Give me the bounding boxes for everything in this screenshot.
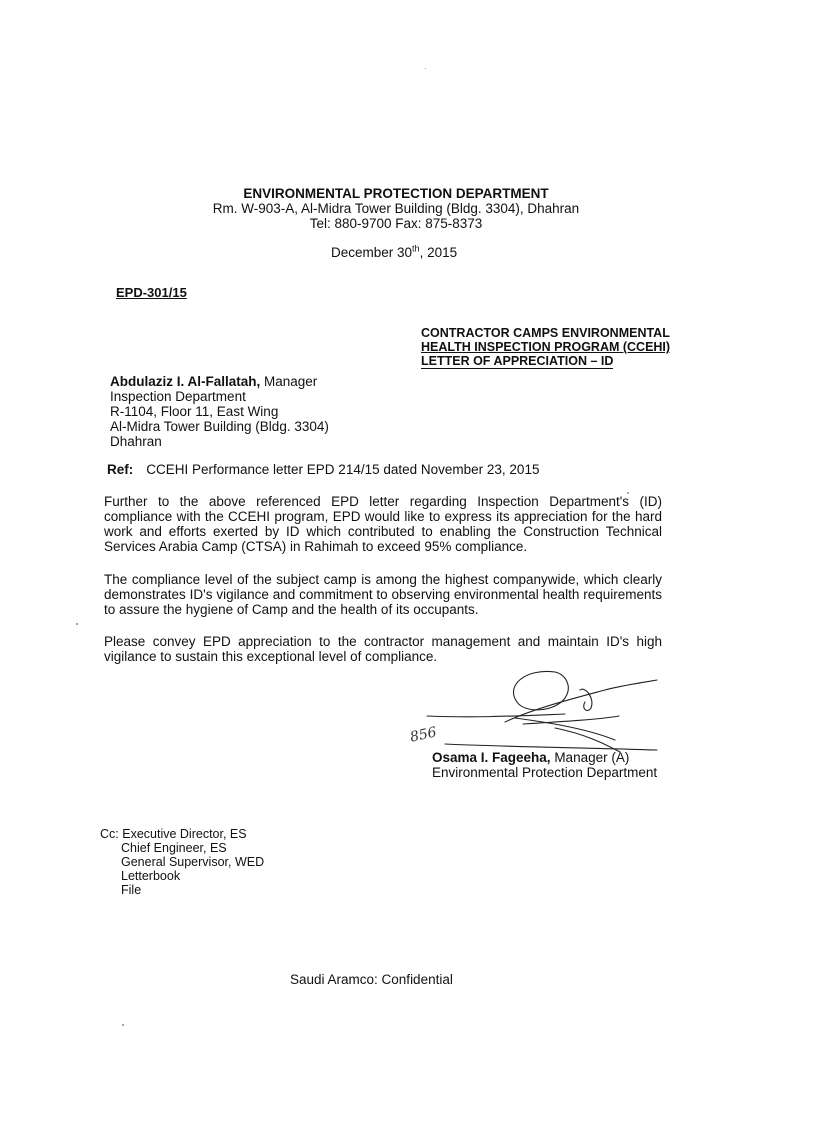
recipient-block — [110, 374, 329, 449]
department-address: Rm. W-903-A, Al-Midra Tower Building (Bldg. 3304), Dhahran — [212, 201, 580, 216]
department-phone-fax: Tel: 880-9700 Fax: 875-8373 — [309, 216, 483, 231]
ref-label: Ref: — [107, 462, 134, 477]
scan-speck — [627, 492, 629, 494]
signatory-name: Osama I. Fageeha, — [432, 750, 551, 765]
letter-date: December 30th, 2015 — [331, 243, 458, 260]
ref-text: CCEHI Performance letter EPD 214/15 dated November 23, 2015 — [146, 462, 540, 477]
recipient-city: Dhahran — [110, 434, 162, 449]
signatory-title: Manager (A) — [550, 750, 630, 765]
cc-item: Letterbook — [121, 869, 181, 883]
cc-item: Executive Director, ES — [122, 827, 247, 841]
scan-speck — [122, 1024, 124, 1026]
subject-line-1: CONTRACTOR CAMPS ENVIRONMENTAL — [421, 326, 670, 340]
confidential-footer: Saudi Aramco: Confidential — [290, 972, 453, 987]
cc-first-line — [100, 827, 264, 841]
ref-line — [107, 462, 539, 477]
reference-number: EPD-301/15 — [116, 285, 187, 300]
signature-initials: 856 — [408, 724, 439, 746]
signatory-block — [432, 750, 657, 780]
cc-label: Cc: — [100, 827, 119, 841]
cc-item: File — [121, 883, 142, 897]
recipient-title: Manager — [260, 374, 318, 389]
subject-line-2: HEALTH INSPECTION PROGRAM (CCEHI) — [421, 340, 671, 354]
body-paragraph-3: Please convey EPD appreciation to the contractor management and maintain ID's high vigilance to sustain this exceptional level of compliance. — [104, 634, 662, 664]
recipient-name-line — [110, 374, 329, 389]
body-paragraph-1: Further to the above referenced EPD letter regarding Inspection Department's (ID) compliance with the CCEHI program, EPD would like to express its appreciation for the hard work and efforts exerted by ID which contributed to enabling the Construction Technical Services Arabia Camp (CTSA) in Rahimah to exceed 95% compliance. — [104, 494, 662, 554]
scan-speck — [76, 623, 78, 625]
department-name: ENVIRONMENTAL PROTECTION DEPARTMENT — [243, 186, 549, 201]
cc-item: General Supervisor, WED — [121, 855, 265, 869]
recipient-department: Inspection Department — [110, 389, 246, 404]
handwritten-signature — [405, 668, 665, 758]
scan-speck — [425, 68, 426, 69]
signatory-department: Environmental Protection Department — [432, 765, 658, 780]
cc-item: Chief Engineer, ES — [121, 841, 227, 855]
recipient-room: R-1104, Floor 11, East Wing — [110, 404, 279, 419]
recipient-name: Abdulaziz I. Al-Fallatah, — [110, 374, 261, 389]
subject-block — [421, 326, 670, 369]
subject-line-3: LETTER OF APPRECIATION – ID — [421, 354, 614, 368]
body-paragraph-2: The compliance level of the subject camp is among the highest companywide, which clearly demonstrates ID's vigilance and commitment to observing environmental health requirements to assure the hygiene of Camp and the health of its occupants. — [104, 572, 662, 617]
signatory-name-line — [432, 750, 657, 765]
cc-block — [100, 827, 264, 897]
recipient-building: Al-Midra Tower Building (Bldg. 3304) — [110, 419, 329, 434]
